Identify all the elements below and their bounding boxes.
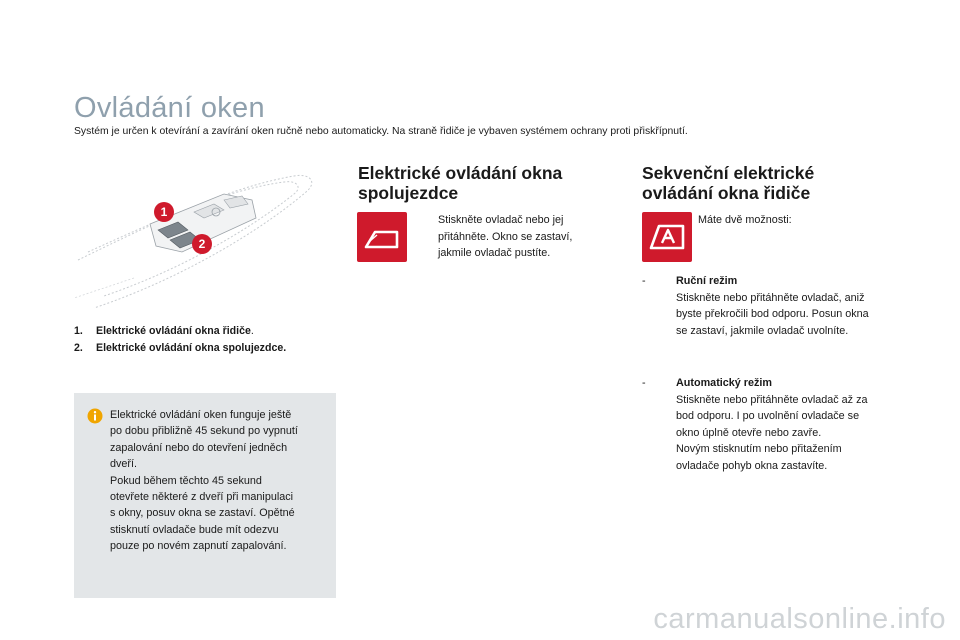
watermark: carmanualsonline.info [653,603,946,635]
manual-mode-block [642,273,912,339]
manual-mode-heading [642,273,912,290]
window-switch-glyph [357,212,407,262]
info-line: Elektrické ovládání oken funguje ještě [110,409,292,421]
auto-window-switch-glyph [642,212,692,262]
caption-row [74,340,286,357]
instruction-item [642,290,912,340]
title-line: spolujezdce [358,183,459,203]
window-switch-icon [357,212,407,262]
info-line: zapalování nebo do otevření jedněch [110,441,288,454]
callout-1-label: 1 [160,205,168,219]
auto-mode-heading [642,375,912,392]
instruction-item [412,212,602,262]
caption-number: 2. [74,342,83,354]
info-line: otevřete některé z dveří při manipulaci [110,491,294,504]
callout-2-label: 2 [198,237,206,251]
driver-section-title [642,163,814,203]
instruction-item [642,392,912,442]
info-icon [87,408,103,424]
caption-text: Elektrické ovládání okna řidiče [96,325,251,337]
passenger-section-title [358,163,562,203]
instruction-line: jakmile ovladač pustíte. [438,247,551,259]
driver-options-text: Máte dvě možnosti: [698,214,792,226]
intro-text: Systém je určen k otevírání a zavírání oken ručně nebo automaticky. Na straně řidiče je vybaven systémem ochrany proti přiskřípnutí. [74,126,688,137]
title-line: Sekvenční elektrické [642,163,815,183]
instruction-line: okno úplně otevře nebo zavře. [676,426,822,439]
info-line: Pokud během těchto 45 sekund [110,474,262,487]
info-line: stisknutí ovladače bude mít odezvu [110,523,279,536]
page-title: Ovládání oken [74,92,265,124]
auto-mode-block [642,375,912,474]
info-line: po dobu přibližně 45 sekund po vypnutí [110,425,298,438]
caption-row [74,323,286,340]
instruction-line: přitáhněte. Okno se zastaví, [438,230,573,243]
caption-suffix: . [250,325,254,337]
instruction-line: Stiskněte ovladač nebo jej [438,214,564,226]
dash-mark: - [642,275,646,287]
instruction-line: Stiskněte nebo přitáhněte ovladač až za [676,393,868,406]
caption-text: Elektrické ovládání okna spolujezdce [96,342,284,354]
title-line: Elektrické ovládání okna [358,163,563,183]
caption-suffix: . [283,342,287,354]
instruction-line: bod odporu. I po uvolnění ovladače se [676,410,860,422]
info-line: pouze po novém zapnutí zapalování. [110,540,287,553]
heading-text: Ruční režim [676,275,738,287]
instruction-line: byste překročili bod odporu. Posun okna [676,308,869,320]
window-switch-figure [74,168,336,314]
figure-captions [74,323,286,357]
auto-mode-instructions [642,392,912,475]
caption-number: 1. [74,325,83,337]
instruction-line: Novým stisknutím nebo přitažením [676,443,842,455]
instruction-item [642,441,912,474]
dash-mark: - [642,377,646,389]
heading-text: Automatický režim [676,377,773,389]
passenger-instructions [412,212,602,262]
title-line: ovládání okna řidiče [642,183,811,203]
auto-window-switch-icon [642,212,692,262]
info-box [74,393,336,598]
instruction-line: ovladače pohyb okna zastavíte. [676,459,828,472]
callout-1 [154,202,174,222]
manual-mode-instructions [642,290,912,340]
info-line: dveří. [110,458,138,471]
instruction-line: Stiskněte nebo přitáhněte ovladač, aniž [676,291,865,304]
info-line: s okny, posuv okna se zastaví. Opětné [110,507,295,520]
callout-2 [192,234,212,254]
instruction-line: se zastaví, jakmile ovladač uvolníte. [676,324,849,337]
info-text [110,407,326,555]
